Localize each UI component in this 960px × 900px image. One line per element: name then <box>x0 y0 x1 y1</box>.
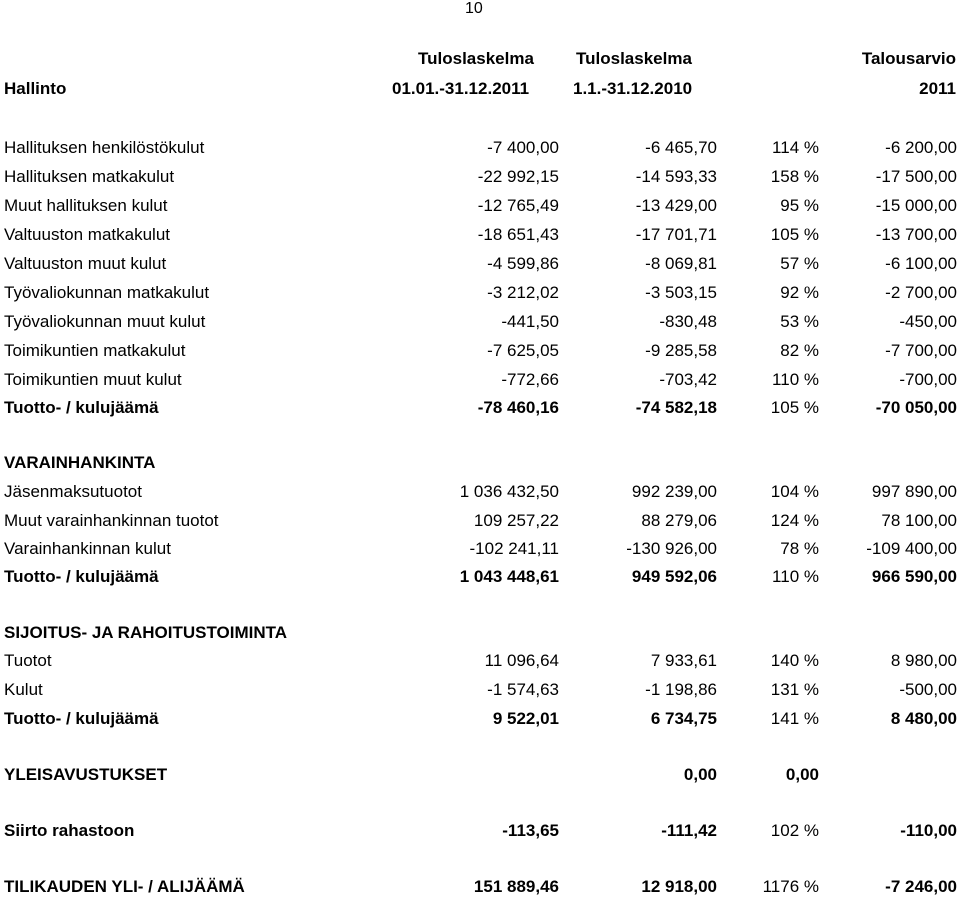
sijoitus-total-row <box>0 708 960 730</box>
value-budget: -700,00 <box>899 370 957 389</box>
row-label: Hallituksen henkilöstökulut <box>4 138 205 157</box>
value-budget: -13 700,00 <box>875 225 957 244</box>
tilikauden-row <box>0 876 960 898</box>
table-row <box>0 510 960 532</box>
row-label: Muut hallituksen kulut <box>4 196 168 215</box>
value-2011: -102 241,11 <box>469 539 559 558</box>
value-budget: -6 100,00 <box>885 254 957 273</box>
value-2011: -12 765,49 <box>477 196 559 215</box>
table-row <box>0 253 960 275</box>
col-budget-year: 2011 <box>919 79 956 98</box>
section-title: Hallinto <box>4 79 67 98</box>
table-row <box>0 650 960 672</box>
value-2011: -113,65 <box>502 821 559 840</box>
value-2011: -22 992,15 <box>477 167 559 186</box>
value-2011: -7 400,00 <box>487 138 559 157</box>
value-2011: -78 460,16 <box>477 398 559 417</box>
value-2010: -17 701,71 <box>635 225 717 244</box>
page-number: 10 <box>465 0 483 17</box>
value-percent: 78 % <box>780 539 819 558</box>
value-budget: 966 590,00 <box>871 567 957 586</box>
table-row <box>0 340 960 362</box>
value-percent: 102 % <box>770 821 819 840</box>
table-row <box>0 481 960 503</box>
value-budget: 78 100,00 <box>881 511 957 530</box>
value-budget: 8 480,00 <box>890 709 957 728</box>
yleisavustukset-row <box>0 764 960 786</box>
col-2011-title: Tuloslaskelma <box>418 49 534 68</box>
value-2011: 9 522,01 <box>492 709 559 728</box>
value-2010: 88 279,06 <box>641 511 717 530</box>
row-label: Kulut <box>4 680 43 699</box>
row-label: Toimikuntien muut kulut <box>4 370 182 389</box>
value-2010: 6 734,75 <box>650 709 717 728</box>
row-label: Jäsenmaksutuotot <box>4 482 142 501</box>
value-percent: 95 % <box>780 196 819 215</box>
value-2010: -1 198,86 <box>645 680 717 699</box>
value-2010: 0,00 <box>683 765 717 784</box>
table-row <box>0 166 960 188</box>
value-2010: -9 285,58 <box>645 341 717 360</box>
col-budget-title: Talousarvio <box>861 49 956 68</box>
value-2011: 109 257,22 <box>473 511 559 530</box>
value-budget: -500,00 <box>899 680 957 699</box>
value-percent: 110 % <box>772 370 819 389</box>
table-row <box>0 195 960 217</box>
column-header-row-2 <box>0 78 960 100</box>
value-budget: -109 400,00 <box>866 539 957 558</box>
table-row <box>0 538 960 560</box>
table-row <box>0 224 960 246</box>
value-2011: 1 043 448,61 <box>459 567 559 586</box>
value-2010: -74 582,18 <box>635 398 717 417</box>
value-2011: 11 096,64 <box>484 651 559 670</box>
value-2010: -703,42 <box>659 370 717 389</box>
varainhankinta-total-row <box>0 566 960 588</box>
table-row <box>0 282 960 304</box>
value-2010: 992 239,00 <box>631 482 717 501</box>
table-row <box>0 311 960 333</box>
value-percent: 114 % <box>772 138 819 157</box>
value-2011: -7 625,05 <box>487 341 559 360</box>
value-budget: 997 890,00 <box>871 482 957 501</box>
value-budget: -7 246,00 <box>885 877 957 896</box>
section-heading-sijoitus: SIJOITUS- JA RAHOITUSTOIMINTA <box>4 623 288 642</box>
row-label: Valtuuston muut kulut <box>4 254 167 273</box>
value-2010: 949 592,06 <box>631 567 717 586</box>
value-2011: -4 599,86 <box>487 254 559 273</box>
row-label: Tuotto- / kulujäämä <box>4 567 159 586</box>
row-label: Tuotto- / kulujäämä <box>4 709 159 728</box>
value-percent: 57 % <box>780 254 819 273</box>
value-budget: -110,00 <box>900 821 957 840</box>
section-heading-varainhankinta: VARAINHANKINTA <box>4 453 156 472</box>
value-2011: -18 651,43 <box>477 225 559 244</box>
value-percent: 53 % <box>780 312 819 331</box>
value-budget: -70 050,00 <box>875 398 957 417</box>
row-label: TILIKAUDEN YLI- / ALIJÄÄMÄ <box>4 877 245 896</box>
value-percent: 105 % <box>770 225 819 244</box>
value-2011: -3 212,02 <box>487 283 559 302</box>
col-2010-period: 1.1.-31.12.2010 <box>573 79 693 98</box>
value-2010: -830,48 <box>659 312 717 331</box>
value-budget: -17 500,00 <box>875 167 957 186</box>
value-percent: 92 % <box>780 283 819 302</box>
value-2010: -6 465,70 <box>645 138 717 157</box>
value-percent: 0,00 <box>785 765 819 784</box>
value-2010: -111,42 <box>661 821 717 840</box>
value-2010: 7 933,61 <box>650 651 717 670</box>
value-2011: 151 889,46 <box>473 877 559 896</box>
value-2010: -13 429,00 <box>635 196 717 215</box>
row-label: Valtuuston matkakulut <box>4 225 170 244</box>
value-percent: 131 % <box>770 680 819 699</box>
table-row <box>0 369 960 391</box>
row-label: Työvaliokunnan muut kulut <box>4 312 206 331</box>
value-percent: 104 % <box>770 482 819 501</box>
row-label: Varainhankinnan kulut <box>4 539 171 558</box>
value-2010: 12 918,00 <box>641 877 717 896</box>
row-label: Toimikuntien matkakulut <box>4 341 186 360</box>
row-label: Muut varainhankinnan tuotot <box>4 511 219 530</box>
row-label: Tuotot <box>4 651 52 670</box>
table-row <box>0 679 960 701</box>
value-percent: 1176 % <box>762 877 819 896</box>
row-label: Siirto rahastoon <box>4 821 135 840</box>
value-percent: 140 % <box>770 651 819 670</box>
value-budget: 8 980,00 <box>890 651 957 670</box>
value-2011: -441,50 <box>501 312 559 331</box>
value-2010: -3 503,15 <box>645 283 717 302</box>
column-header-row-1 <box>0 48 960 70</box>
value-percent: 124 % <box>770 511 819 530</box>
row-label: Hallituksen matkakulut <box>4 167 175 186</box>
value-2010: -130 926,00 <box>626 539 717 558</box>
row-label: YLEISAVUSTUKSET <box>4 765 168 784</box>
hallinto-total-row <box>0 397 960 419</box>
value-2011: -772,66 <box>501 370 559 389</box>
value-percent: 158 % <box>770 167 819 186</box>
value-2011: 1 036 432,50 <box>459 482 559 501</box>
value-percent: 141 % <box>770 709 819 728</box>
value-2010: -14 593,33 <box>635 167 717 186</box>
col-2011-period: 01.01.-31.12.2011 <box>392 79 530 98</box>
value-budget: -7 700,00 <box>885 341 957 360</box>
row-label: Tuotto- / kulujäämä <box>4 398 159 417</box>
col-2010-title: Tuloslaskelma <box>576 49 692 68</box>
table-row <box>0 137 960 159</box>
value-2011: -1 574,63 <box>487 680 559 699</box>
value-2010: -8 069,81 <box>645 254 717 273</box>
value-budget: -2 700,00 <box>885 283 957 302</box>
value-percent: 82 % <box>780 341 819 360</box>
value-percent: 105 % <box>770 398 819 417</box>
value-budget: -450,00 <box>899 312 957 331</box>
value-budget: -6 200,00 <box>885 138 957 157</box>
row-label: Työvaliokunnan matkakulut <box>4 283 210 302</box>
value-percent: 110 % <box>772 567 819 586</box>
value-budget: -15 000,00 <box>875 196 957 215</box>
siirto-row <box>0 820 960 842</box>
